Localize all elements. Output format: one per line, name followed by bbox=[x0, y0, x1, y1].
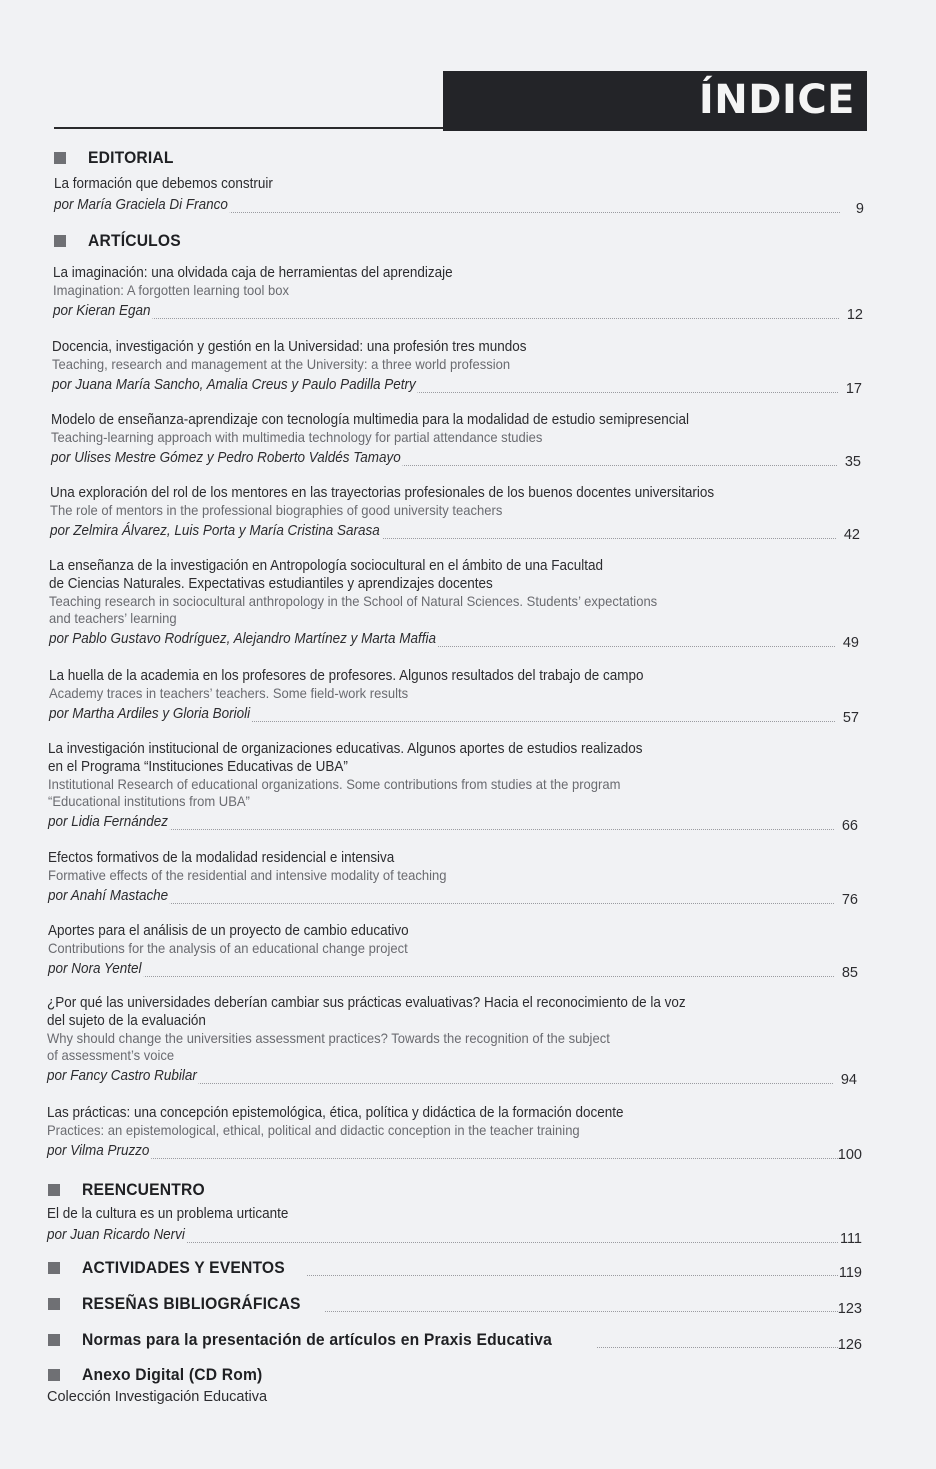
entry-title-es: ¿Por qué las universidades deberían cambiar sus prácticas evaluativas? Hacia el reconocimiento de la voz bbox=[47, 995, 686, 1011]
entry-title-en-line2: “Educational institutions from UBA” bbox=[48, 793, 250, 809]
toc-entry-article[interactable] bbox=[48, 740, 858, 832]
section-heading: RESEÑAS BIBLIOGRÁFICAS bbox=[82, 1294, 301, 1313]
entry-title-es: La investigación institucional de organizaciones educativas. Algunos aportes de estudios realizados bbox=[48, 741, 643, 757]
section-articulos bbox=[54, 229, 189, 253]
entry-title-en: The role of mentors in the professional biographies of good university teachers bbox=[50, 502, 503, 518]
header-rule bbox=[54, 127, 444, 129]
entry-title-en: Practices: an epistemological, ethical, political and didactic conception in the teacher training bbox=[47, 1122, 580, 1138]
entry-author: por Lidia Fernández bbox=[48, 814, 168, 830]
entry-author: por Juan Ricardo Nervi bbox=[47, 1227, 185, 1243]
entry-title-en: Teaching-learning approach with multimedia technology for partial attendance studies bbox=[51, 429, 543, 445]
dot-leader bbox=[47, 1157, 838, 1159]
section-heading: EDITORIAL bbox=[88, 148, 174, 167]
section-heading: ARTÍCULOS bbox=[88, 231, 181, 250]
entry-title-en: Contributions for the analysis of an educational change project bbox=[48, 940, 408, 956]
entry-page: 94 bbox=[840, 1072, 857, 1088]
entry-title-es: Las prácticas: una concepción epistemológica, ética, política y didáctica de la formación docente bbox=[47, 1105, 624, 1121]
entry-author: por Fancy Castro Rubilar bbox=[47, 1068, 197, 1084]
header-banner bbox=[443, 71, 867, 131]
entry-title-en: Institutional Research of educational organizations. Some contributions from studies at the program bbox=[48, 776, 621, 792]
section-anexo[interactable] bbox=[48, 1363, 278, 1405]
section-editorial bbox=[54, 146, 181, 170]
entry-title-es: La enseñanza de la investigación en Antropología sociocultural en el ámbito de una Facultad bbox=[49, 558, 604, 574]
entry-author: por Anahí Mastache bbox=[48, 888, 169, 904]
entry-title-es: Una exploración del rol de los mentores en las trayectorias profesionales de los buenos docentes universitarios bbox=[50, 485, 715, 501]
entry-page: 126 bbox=[837, 1337, 862, 1353]
entry-author: por Martha Ardiles y Gloria Borioli bbox=[49, 706, 251, 722]
toc-entry-article[interactable] bbox=[52, 338, 862, 395]
entry-title-en: Imagination: A forgotten learning tool box bbox=[53, 282, 289, 298]
entry-title-en-line2: of assessment’s voice bbox=[47, 1047, 175, 1063]
entry-title-es: Efectos formativos de la modalidad residencial e intensiva bbox=[48, 850, 395, 866]
entry-title-en: Teaching research in sociocultural anthropology in the School of Natural Sciences. Students’ expectations bbox=[49, 593, 658, 609]
square-bullet-icon bbox=[48, 1369, 60, 1381]
entry-title-es: Docencia, investigación y gestión en la Universidad: una profesión tres mundos bbox=[52, 339, 527, 355]
entry-title: El de la cultura es un problema urticante bbox=[47, 1206, 289, 1222]
section-heading: Normas para la presentación de artículos en Praxis Educativa bbox=[82, 1330, 553, 1349]
toc-entry-article[interactable] bbox=[49, 667, 859, 724]
toc-entry-article[interactable] bbox=[48, 849, 858, 906]
entry-page: 12 bbox=[846, 307, 863, 323]
toc-entry-article[interactable] bbox=[50, 484, 860, 541]
entry-title: La formación que debemos construir bbox=[54, 176, 273, 192]
entry-page: 119 bbox=[838, 1265, 862, 1281]
square-bullet-icon bbox=[48, 1262, 60, 1274]
toc-entry-editorial[interactable] bbox=[54, 175, 864, 215]
square-bullet-icon bbox=[54, 235, 66, 247]
page-title: ÍNDICE bbox=[698, 77, 855, 123]
entry-page: 9 bbox=[855, 201, 864, 217]
entry-title-es-line2: en el Programa “Instituciones Educativas de UBA” bbox=[48, 759, 348, 775]
section-heading: Anexo Digital (CD Rom) bbox=[82, 1365, 263, 1384]
entry-title-es: La imaginación: una olvidada caja de herramientas del aprendizaje bbox=[53, 265, 453, 281]
dot-leader bbox=[53, 317, 839, 319]
dot-leader bbox=[48, 975, 834, 977]
entry-title-es: Aportes para el análisis de un proyecto de cambio educativo bbox=[48, 923, 409, 939]
entry-page: 111 bbox=[839, 1231, 862, 1247]
entry-author: por Zelmira Álvarez, Luis Porta y María Cristina Sarasa bbox=[50, 523, 380, 539]
entry-title-en: Formative effects of the residential and intensive modality of teaching bbox=[48, 867, 447, 883]
toc-entry-article[interactable] bbox=[53, 264, 863, 321]
entry-title-en: Why should change the universities assessment practices? Towards the recognition of the subject bbox=[47, 1030, 610, 1046]
entry-page: 85 bbox=[841, 965, 858, 981]
entry-author: por Ulises Mestre Gómez y Pedro Roberto Valdés Tamayo bbox=[51, 450, 401, 466]
entry-author: por Nora Yentel bbox=[48, 961, 142, 977]
toc-entry-article[interactable] bbox=[49, 557, 859, 649]
square-bullet-icon bbox=[54, 152, 66, 164]
section-reencuentro bbox=[48, 1178, 216, 1202]
entry-title-es: Modelo de enseñanza-aprendizaje con tecnología multimedia para la modalidad de estudio semipresencial bbox=[51, 412, 689, 428]
toc-entry-article[interactable] bbox=[48, 922, 858, 979]
square-bullet-icon bbox=[48, 1298, 60, 1310]
section-subtitle: Colección Investigación Educativa bbox=[47, 1389, 268, 1405]
toc-entry-resenas[interactable] bbox=[48, 1292, 862, 1316]
entry-page: 66 bbox=[841, 818, 858, 834]
section-heading: ACTIVIDADES Y EVENTOS bbox=[82, 1258, 285, 1277]
entry-author: por Vilma Pruzzo bbox=[47, 1143, 150, 1159]
toc-entry-reencuentro[interactable] bbox=[47, 1205, 862, 1245]
toc-entry-actividades[interactable] bbox=[48, 1256, 862, 1280]
entry-title-en-line2: and teachers’ learning bbox=[49, 610, 177, 626]
entry-page: 17 bbox=[845, 381, 862, 397]
entry-title-es-line2: del sujeto de la evaluación bbox=[47, 1013, 206, 1029]
entry-title-es-line2: de Ciencias Naturales. Expectativas estudiantiles y aprendizajes docentes bbox=[49, 576, 493, 592]
section-heading: REENCUENTRO bbox=[82, 1180, 205, 1199]
entry-title-en: Teaching, research and management at the University: a three world profession bbox=[52, 356, 511, 372]
toc-entry-article[interactable] bbox=[51, 411, 861, 468]
toc-entry-normas[interactable] bbox=[48, 1328, 862, 1352]
square-bullet-icon bbox=[48, 1334, 60, 1346]
entry-author: por Kieran Egan bbox=[53, 303, 151, 319]
entry-page: 100 bbox=[837, 1147, 862, 1163]
toc-entry-article[interactable] bbox=[47, 994, 857, 1086]
entry-page: 49 bbox=[842, 635, 859, 651]
entry-page: 42 bbox=[843, 527, 860, 543]
entry-page: 76 bbox=[841, 892, 858, 908]
entry-page: 57 bbox=[842, 710, 859, 726]
entry-title-en: Academy traces in teachers’ teachers. Some field-work results bbox=[49, 685, 409, 701]
entry-title-es: La huella de la academia en los profesores de profesores. Algunos resultados del trabajo de campo bbox=[49, 668, 644, 684]
entry-author: por María Graciela Di Franco bbox=[54, 197, 228, 213]
entry-author: por Juana María Sancho, Amalia Creus y Paulo Padilla Petry bbox=[52, 377, 416, 393]
entry-page: 123 bbox=[837, 1301, 862, 1317]
entry-author: por Pablo Gustavo Rodríguez, Alejandro Martínez y Marta Maffia bbox=[49, 631, 437, 647]
square-bullet-icon bbox=[48, 1184, 60, 1196]
toc-entry-article[interactable] bbox=[47, 1104, 862, 1161]
entry-page: 35 bbox=[844, 454, 861, 470]
